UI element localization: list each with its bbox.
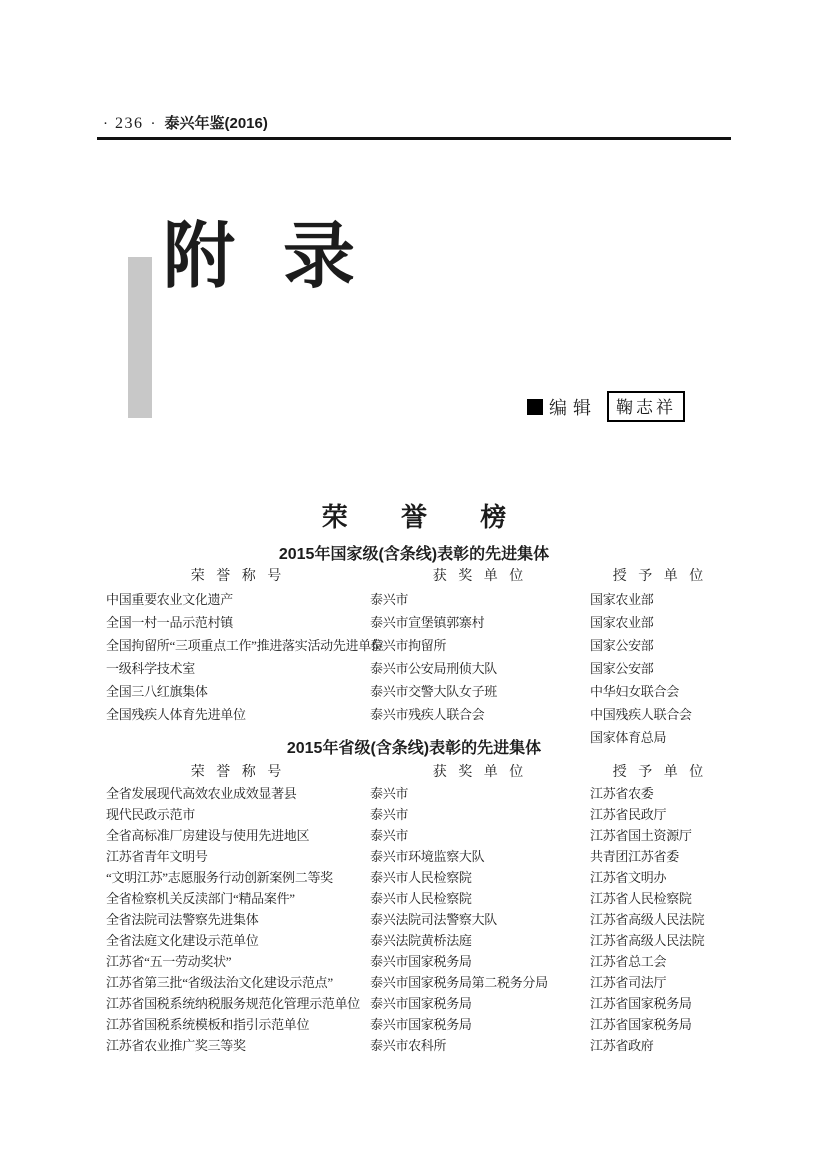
table-row xyxy=(106,909,730,930)
table-cell: 泰兴市农科所 xyxy=(370,1038,447,1053)
table-cell: 泰兴市人民检察院 xyxy=(370,891,472,906)
table-cell: 江苏省国土资源厅 xyxy=(590,828,692,843)
table-row xyxy=(106,888,730,909)
table-row xyxy=(106,930,730,951)
table-cell: 全国一村一品示范村镇 xyxy=(106,615,234,630)
table-cell: 泰兴市公安局刑侦大队 xyxy=(370,661,498,676)
table-row xyxy=(106,951,730,972)
chapter-marker-bar xyxy=(128,257,152,418)
table-cell: 江苏省人民检察院 xyxy=(590,891,692,906)
table-cell: 江苏省民政厅 xyxy=(590,807,667,822)
table-cell: 泰兴市人民检察院 xyxy=(370,870,472,885)
table-cell: 全省法院司法警察先进集体 xyxy=(106,912,259,927)
provincial-awards-subtitle: 2015年省级(含条线)表彰的先进集体 xyxy=(286,740,542,757)
table-cell: 全省检察机关反渎部门“精品案件” xyxy=(106,891,295,906)
table-cell: 全国拘留所“三项重点工作”推进落实活动先进单位 xyxy=(106,638,384,653)
column-header: 荣 誉 称 号 xyxy=(190,569,286,584)
table-row xyxy=(106,634,730,657)
table-row xyxy=(106,867,730,888)
table-row xyxy=(106,611,730,634)
column-header: 授 予 单 位 xyxy=(612,569,708,584)
column-header: 获 奖 单 位 xyxy=(432,765,528,780)
table-cell: 泰兴市 xyxy=(370,592,409,607)
table-cell: 江苏省“五一劳动奖状” xyxy=(106,954,232,969)
table-cell: 全国残疾人体育先进单位 xyxy=(106,707,246,722)
separator-dot: · xyxy=(150,116,156,132)
table-row xyxy=(106,993,730,1014)
table-cell: 国家体育总局 xyxy=(590,730,667,745)
table-cell: 现代民政示范市 xyxy=(106,807,195,822)
editor-label: 编辑 xyxy=(549,397,597,418)
table-cell: 泰兴法院黄桥法庭 xyxy=(370,933,472,948)
column-header: 授 予 单 位 xyxy=(612,765,708,780)
table-cell: “文明江苏”志愿服务行动创新案例二等奖 xyxy=(106,870,333,885)
table-cell: 江苏省第三批“省级法治文化建设示范点” xyxy=(106,975,333,990)
separator-dot: · xyxy=(103,116,108,132)
national-awards-table xyxy=(106,565,730,749)
table-cell: 一级科学技术室 xyxy=(106,661,195,676)
national-awards-subtitle: 2015年国家级(含条线)表彰的先进集体 xyxy=(278,546,550,563)
editor-line xyxy=(527,391,685,422)
table-cell: 泰兴市 xyxy=(370,828,409,843)
column-header: 荣 誉 称 号 xyxy=(190,765,286,780)
table-cell: 国家公安部 xyxy=(590,661,654,676)
table-row xyxy=(106,846,730,867)
table-row xyxy=(106,825,730,846)
table-cell: 全国三八红旗集体 xyxy=(106,684,208,699)
table-header-row xyxy=(106,762,730,783)
running-head xyxy=(103,112,268,133)
table-cell: 中国残疾人联合会 xyxy=(590,707,692,722)
page-number: 236 xyxy=(115,115,144,132)
table-row xyxy=(106,657,730,680)
table-cell: 全省发展现代高效农业成效显著县 xyxy=(106,786,297,801)
table-cell: 江苏省司法厅 xyxy=(590,975,667,990)
header-rule xyxy=(97,137,731,140)
table-cell: 泰兴市国家税务局 xyxy=(370,996,472,1011)
table-row xyxy=(106,972,730,993)
table-cell: 泰兴市国家税务局 xyxy=(370,1017,472,1032)
table-row xyxy=(106,588,730,611)
table-cell: 全省高标准厂房建设与使用先进地区 xyxy=(106,828,310,843)
table-cell: 泰兴市 xyxy=(370,807,409,822)
table-cell: 泰兴市 xyxy=(370,786,409,801)
table-cell: 全省法庭文化建设示范单位 xyxy=(106,933,259,948)
table-header-row xyxy=(106,565,730,588)
table-cell: 江苏省国税系统模板和指引示范单位 xyxy=(106,1017,310,1032)
column-header: 获 奖 单 位 xyxy=(432,569,528,584)
table-cell: 泰兴市交警大队女子班 xyxy=(370,684,498,699)
table-cell: 国家农业部 xyxy=(590,615,654,630)
table-cell: 江苏省国家税务局 xyxy=(590,996,692,1011)
square-bullet-icon xyxy=(527,399,543,415)
editor-name-box: 鞠志祥 xyxy=(607,391,685,422)
table-cell: 江苏省青年文明号 xyxy=(106,849,208,864)
table-cell: 中华妇女联合会 xyxy=(590,684,679,699)
table-cell: 国家公安部 xyxy=(590,638,654,653)
appendix-title: 附 录 xyxy=(163,217,356,297)
table-cell: 江苏省农委 xyxy=(590,786,654,801)
table-row xyxy=(106,703,730,726)
table-cell: 共青团江苏省委 xyxy=(590,849,679,864)
table-row xyxy=(106,804,730,825)
table-row xyxy=(106,1035,730,1056)
table-cell: 江苏省高级人民法院 xyxy=(590,912,705,927)
table-cell: 江苏省农业推广奖三等奖 xyxy=(106,1038,246,1053)
table-cell: 泰兴法院司法警察大队 xyxy=(370,912,498,927)
table-cell: 中国重要农业文化遗产 xyxy=(106,592,234,607)
provincial-awards-table xyxy=(106,762,730,1056)
honor-roll-title: 荣 誉 榜 xyxy=(321,502,507,532)
table-row xyxy=(106,680,730,703)
table-cell: 江苏省高级人民法院 xyxy=(590,933,705,948)
table-cell: 江苏省国税系统纳税服务规范化管理示范单位 xyxy=(106,996,361,1011)
book-title: 泰兴年鉴(2016) xyxy=(164,115,268,132)
table-cell: 泰兴市国家税务局 xyxy=(370,954,472,969)
table-cell: 江苏省政府 xyxy=(590,1038,654,1053)
table-row xyxy=(106,783,730,804)
table-cell: 江苏省文明办 xyxy=(590,870,667,885)
table-cell: 江苏省总工会 xyxy=(590,954,667,969)
table-cell: 泰兴市拘留所 xyxy=(370,638,447,653)
table-cell: 江苏省国家税务局 xyxy=(590,1017,692,1032)
table-cell: 泰兴市环境监察大队 xyxy=(370,849,485,864)
table-row xyxy=(106,1014,730,1035)
table-cell: 泰兴市国家税务局第二税务分局 xyxy=(370,975,548,990)
table-cell: 泰兴市宣堡镇郭寨村 xyxy=(370,615,485,630)
table-cell: 国家农业部 xyxy=(590,592,654,607)
table-cell: 泰兴市残疾人联合会 xyxy=(370,707,485,722)
